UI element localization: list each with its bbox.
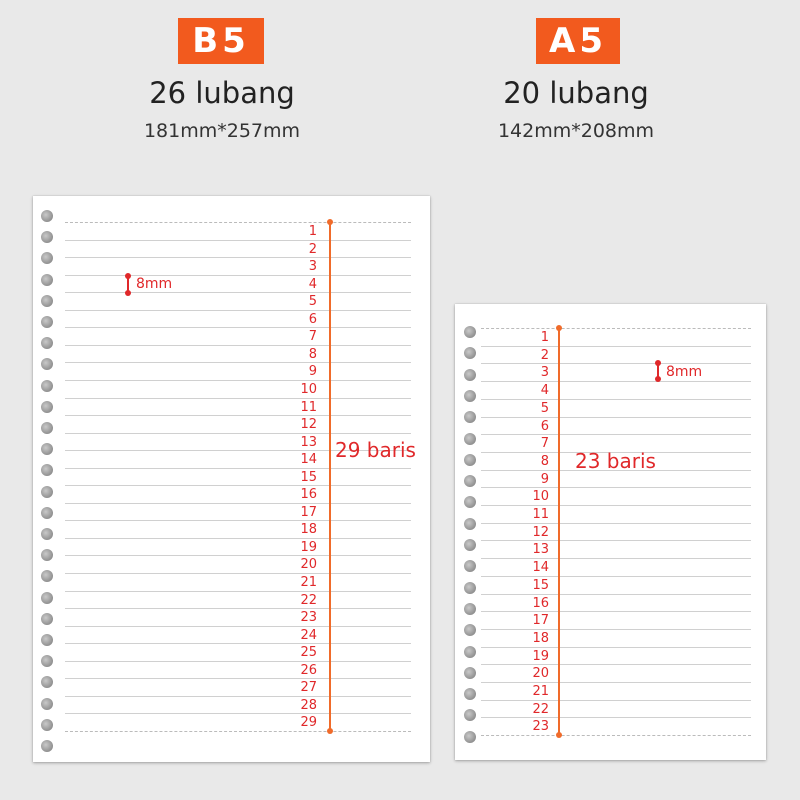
b5-row-number: 23 <box>300 610 317 626</box>
a5-ruled-line <box>481 664 751 665</box>
a5-row-number: 13 <box>532 542 549 558</box>
a5-row-number: 10 <box>532 489 549 505</box>
b5-ruled-line <box>65 626 411 627</box>
b5-ruled-line <box>65 520 411 521</box>
a5-row-number: 4 <box>540 383 549 399</box>
b5-measure-dot-bottom <box>327 728 333 734</box>
b5-ruled-line <box>65 433 411 434</box>
b5-row-number: 13 <box>300 434 317 450</box>
a5-ruled-line <box>481 523 751 524</box>
a5-binder-hole <box>464 603 476 615</box>
b5-row-number: 3 <box>308 259 317 275</box>
a5-binder-hole <box>464 560 476 572</box>
b5-row-number: 16 <box>300 487 317 503</box>
b5-ruled-line <box>65 591 411 592</box>
b5-ruled-line <box>65 731 411 732</box>
b5-binder-hole <box>41 252 53 264</box>
a5-ruled-line <box>481 487 751 488</box>
a5-row-number: 17 <box>532 613 549 629</box>
b5-ruled-line <box>65 222 411 223</box>
b5-row-number: 1 <box>308 224 317 239</box>
b5-binder-hole <box>41 401 53 413</box>
a5-binder-hole <box>464 411 476 423</box>
b5-row-number: 7 <box>308 329 317 345</box>
b5-ruled-line <box>65 678 411 679</box>
b5-binder-hole <box>41 528 53 540</box>
a5-ruled-line <box>481 558 751 559</box>
b5-ruled-line <box>65 503 411 504</box>
b5-holes-label: 26 lubang <box>149 76 295 110</box>
b5-ruled-line <box>65 713 411 714</box>
b5-binder-hole <box>41 655 53 667</box>
b5-binder-hole <box>41 210 53 222</box>
b5-binder-hole <box>41 464 53 476</box>
b5-ruled-line <box>65 240 411 241</box>
b5-ruled-line <box>65 468 411 469</box>
b5-row-number: 18 <box>300 522 317 538</box>
b5-row-number: 17 <box>300 504 317 520</box>
b5-measure-line <box>329 222 331 731</box>
a5-row-number: 18 <box>532 630 549 646</box>
b5-ruled-line <box>65 573 411 574</box>
a5-binder-hole <box>464 496 476 508</box>
b5-row-number: 20 <box>300 557 317 573</box>
a5-spacing-label: 8mm <box>666 364 703 380</box>
b5-binder-hole <box>41 274 53 286</box>
a5-ruled-line <box>481 717 751 718</box>
a5-row-number: 6 <box>540 418 549 434</box>
b5-binder-hole <box>41 613 53 625</box>
a5-row-number: 20 <box>532 666 549 682</box>
a5-measure-line <box>558 328 560 735</box>
a5-ruled-line <box>481 540 751 541</box>
b5-binder-hole <box>41 549 53 561</box>
b5-binder-hole <box>41 592 53 604</box>
b5-ruled-line <box>65 327 411 328</box>
a5-line-count-label: 23 baris <box>575 449 656 473</box>
a5-binder-hole <box>464 731 476 743</box>
a5-binder-hole <box>464 326 476 338</box>
b5-binder-hole <box>41 676 53 688</box>
b5-row-number: 10 <box>300 381 317 397</box>
b5-binder-hole <box>41 380 53 392</box>
b5-row-number: 25 <box>300 645 317 661</box>
a5-row-number: 15 <box>532 577 549 593</box>
b5-binder-hole <box>41 295 53 307</box>
b5-row-number: 24 <box>300 627 317 643</box>
b5-ruled-line <box>65 345 411 346</box>
b5-row-number: 21 <box>300 575 317 590</box>
a5-measure-dot-bottom <box>556 732 562 738</box>
b5-binder-hole <box>41 740 53 752</box>
a5-row-number: 3 <box>540 365 549 381</box>
a5-row-number: 14 <box>532 560 549 576</box>
b5-badge: B5 <box>178 18 264 64</box>
b5-ruled-line <box>65 310 411 311</box>
a5-binder-hole <box>464 433 476 445</box>
a5-binder-hole <box>464 454 476 466</box>
b5-ruled-line <box>65 380 411 381</box>
b5-row-number: 14 <box>300 452 317 468</box>
a5-ruled-line <box>481 363 751 364</box>
a5-ruled-line <box>481 629 751 630</box>
a5-dimensions-label: 142mm*208mm <box>497 120 655 142</box>
b5-binder-hole <box>41 698 53 710</box>
a5-badge: A5 <box>536 18 620 64</box>
b5-row-number: 22 <box>300 592 317 608</box>
a5-ruled-line <box>481 399 751 400</box>
a5-row-number: 22 <box>532 701 549 717</box>
b5-ruled-line <box>65 538 411 539</box>
a5-measure-dot-top <box>556 325 562 331</box>
b5-line-count-label: 29 baris <box>335 438 416 462</box>
a5-ruled-line <box>481 381 751 382</box>
a5-ruled-line <box>481 505 751 506</box>
b5-ruled-line <box>65 257 411 258</box>
b5-spacing-marker <box>127 276 129 293</box>
a5-row-number: 2 <box>540 347 549 363</box>
b5-row-number: 27 <box>300 680 317 696</box>
a5-binder-hole <box>464 667 476 679</box>
a5-binder-hole <box>464 369 476 381</box>
a5-ruled-line <box>481 611 751 612</box>
b5-binder-hole <box>41 634 53 646</box>
a5-row-number: 12 <box>532 524 549 540</box>
b5-sheet <box>33 196 430 762</box>
a5-ruled-line <box>481 700 751 701</box>
b5-ruled-line <box>65 292 411 293</box>
b5-ruled-line <box>65 415 411 416</box>
a5-row-number: 5 <box>540 400 549 416</box>
a5-ruled-line <box>481 735 751 736</box>
b5-ruled-line <box>65 608 411 609</box>
a5-holes-label: 20 lubang <box>503 76 649 110</box>
b5-row-number: 6 <box>308 311 317 327</box>
b5-row-number: 9 <box>308 364 317 380</box>
a5-row-number: 1 <box>540 330 549 345</box>
a5-ruled-line <box>481 647 751 648</box>
b5-row-number: 28 <box>300 697 317 713</box>
a5-binder-hole <box>464 582 476 594</box>
a5-ruled-line <box>481 346 751 347</box>
a5-binder-hole <box>464 475 476 487</box>
a5-binder-hole <box>464 518 476 530</box>
a5-binder-hole <box>464 646 476 658</box>
a5-row-number: 8 <box>540 453 549 469</box>
b5-binder-hole <box>41 358 53 370</box>
b5-ruled-line <box>65 643 411 644</box>
b5-row-number: 26 <box>300 662 317 678</box>
b5-binder-hole <box>41 486 53 498</box>
b5-binder-hole <box>41 719 53 731</box>
b5-ruled-line <box>65 555 411 556</box>
b5-row-number: 11 <box>300 399 317 415</box>
a5-row-number: 16 <box>532 595 549 611</box>
b5-row-number: 19 <box>300 539 317 555</box>
a5-row-number: 23 <box>532 719 549 735</box>
b5-measure-dot-top <box>327 219 333 225</box>
b5-row-number: 8 <box>308 346 317 362</box>
a5-binder-hole <box>464 624 476 636</box>
a5-binder-hole <box>464 539 476 551</box>
a5-ruled-line <box>481 434 751 435</box>
a5-binder-hole <box>464 390 476 402</box>
a5-ruled-line <box>481 576 751 577</box>
b5-binder-hole <box>41 231 53 243</box>
a5-ruled-line <box>481 417 751 418</box>
b5-ruled-line <box>65 661 411 662</box>
b5-ruled-line <box>65 696 411 697</box>
b5-row-number: 4 <box>308 276 317 292</box>
b5-binder-hole <box>41 443 53 455</box>
a5-binder-hole <box>464 347 476 359</box>
a5-binder-hole <box>464 688 476 700</box>
b5-ruled-line <box>65 275 411 276</box>
a5-ruled-line <box>481 682 751 683</box>
b5-spacing-label: 8mm <box>136 276 173 292</box>
b5-binder-hole <box>41 422 53 434</box>
b5-binder-hole <box>41 337 53 349</box>
b5-ruled-line <box>65 398 411 399</box>
b5-ruled-line <box>65 362 411 363</box>
b5-dimensions-label: 181mm*257mm <box>143 120 301 142</box>
b5-binder-hole <box>41 507 53 519</box>
b5-row-number: 12 <box>300 417 317 433</box>
a5-row-number: 21 <box>532 684 549 699</box>
b5-row-number: 2 <box>308 241 317 257</box>
a5-ruled-line <box>481 594 751 595</box>
a5-row-number: 19 <box>532 648 549 664</box>
b5-binder-hole <box>41 316 53 328</box>
a5-sheet <box>455 304 766 760</box>
a5-row-number: 9 <box>540 471 549 487</box>
a5-ruled-line <box>481 328 751 329</box>
a5-binder-hole <box>464 709 476 721</box>
b5-row-number: 15 <box>300 469 317 485</box>
b5-row-number: 29 <box>300 715 317 731</box>
a5-row-number: 11 <box>532 507 549 522</box>
a5-row-number: 7 <box>540 436 549 452</box>
b5-row-number: 5 <box>308 294 317 310</box>
a5-spacing-marker <box>657 363 659 379</box>
b5-binder-hole <box>41 570 53 582</box>
b5-ruled-line <box>65 485 411 486</box>
